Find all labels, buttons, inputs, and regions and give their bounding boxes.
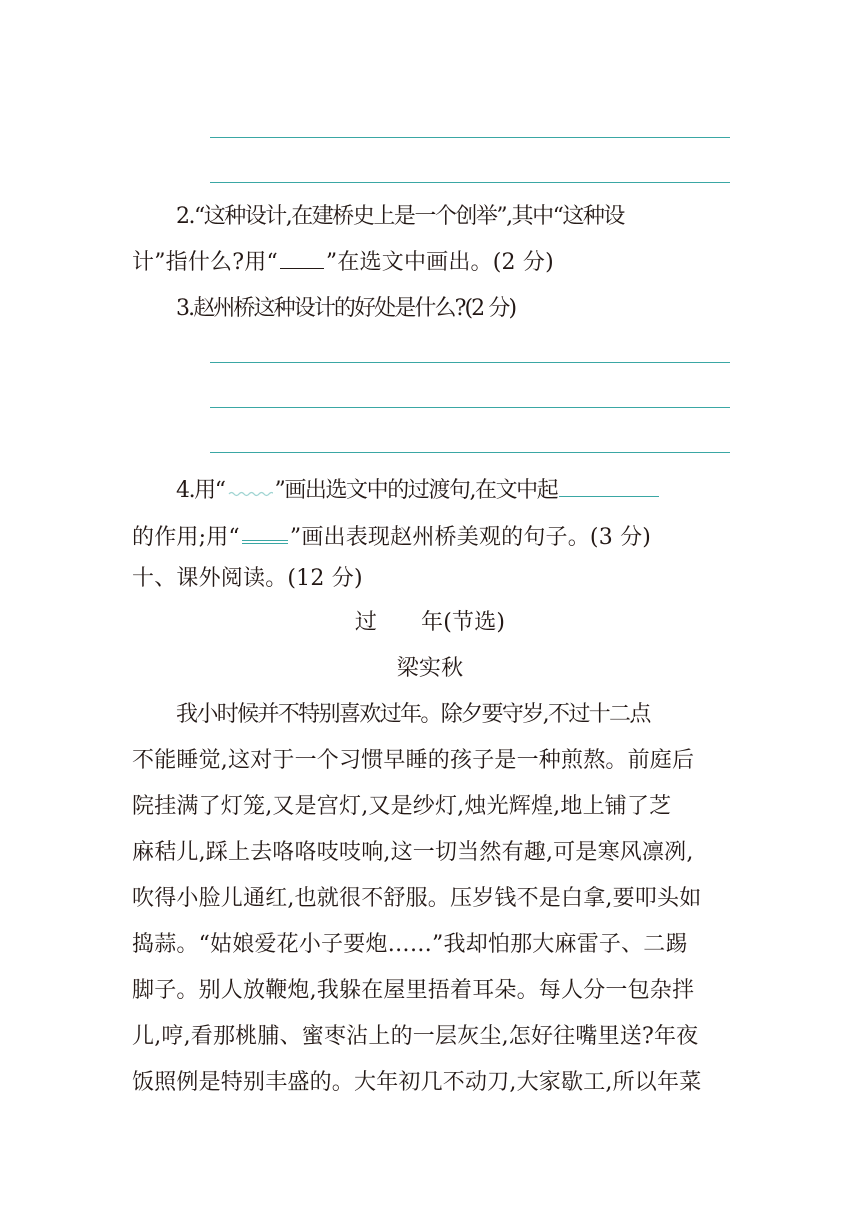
passage-title-part2: 年(节选) xyxy=(421,610,506,635)
passage-line: 院挂满了灯笼,又是宫灯,又是纱灯,烛光辉煌,地上铺了芝 xyxy=(132,794,672,819)
straight-line-blank xyxy=(280,248,324,269)
question-2-text-after: ”在选文中画出。(2 分) xyxy=(325,250,554,275)
question-3-line-1: 3.赵州桥这种设计的好处是什么?(2 分) xyxy=(176,296,516,321)
passage-line: 饭照例是特别丰盛的。大年初几不动刀,大家歇工,所以年菜 xyxy=(132,1070,702,1095)
passage-author: 梁实秋 xyxy=(396,656,464,681)
fill-in-blank[interactable] xyxy=(559,474,659,497)
answer-line[interactable] xyxy=(210,137,730,138)
wavy-line-blank xyxy=(227,475,273,497)
question-4-line-2 xyxy=(132,520,732,553)
passage-line: 不能睡觉,这对于一个习惯早睡的孩子是一种煎熬。前庭后 xyxy=(132,748,695,773)
section-heading: 十、课外阅读。(12 分) xyxy=(132,566,363,591)
passage-line: 捣蒜。“姑娘爱花小子要炮……”我却怕那大麻雷子、二踢 xyxy=(132,932,688,957)
question-2-line-1: 2.“这种设计,在建桥史上是一个创举”,其中“这种设 xyxy=(176,204,624,229)
answer-line[interactable] xyxy=(210,452,730,453)
answer-line[interactable] xyxy=(210,407,730,408)
question-2-text-before: 计”指什么?用“ xyxy=(132,250,278,275)
passage-line: 吹得小脸儿通红,也就很不舒服。压岁钱不是白拿,要叩头如 xyxy=(132,886,702,911)
question-4-text-before-2: 的作用;用“ xyxy=(132,525,240,550)
passage-title-part1: 过 xyxy=(354,610,378,635)
question-2-line-2 xyxy=(132,248,732,278)
double-line-blank xyxy=(242,520,288,544)
passage-line: 麻秸儿,踩上去咯咯吱吱响,这一切当然有趣,可是寒风凛冽, xyxy=(132,840,694,865)
passage-title xyxy=(0,608,860,638)
answer-line[interactable] xyxy=(210,362,730,363)
question-4-text-after-2: ”画出表现赵州桥美观的句子。(3 分) xyxy=(289,525,652,550)
question-4-text-before: 4.用“ xyxy=(176,478,225,503)
answer-line[interactable] xyxy=(210,182,730,183)
passage-line: 脚子。别人放鞭炮,我躲在屋里捂着耳朵。每人分一包杂拌 xyxy=(132,978,695,1003)
question-4-text-after: ”画出选文中的过渡句,在文中起 xyxy=(274,478,558,503)
passage-line: 我小时候并不特别喜欢过年。除夕要守岁,不过十二点 xyxy=(176,702,650,727)
question-4-line-1 xyxy=(176,474,776,506)
passage-line: 儿,哼,看那桃脯、蜜枣沾上的一层灰尘,怎好往嘴里送?年夜 xyxy=(132,1024,699,1049)
